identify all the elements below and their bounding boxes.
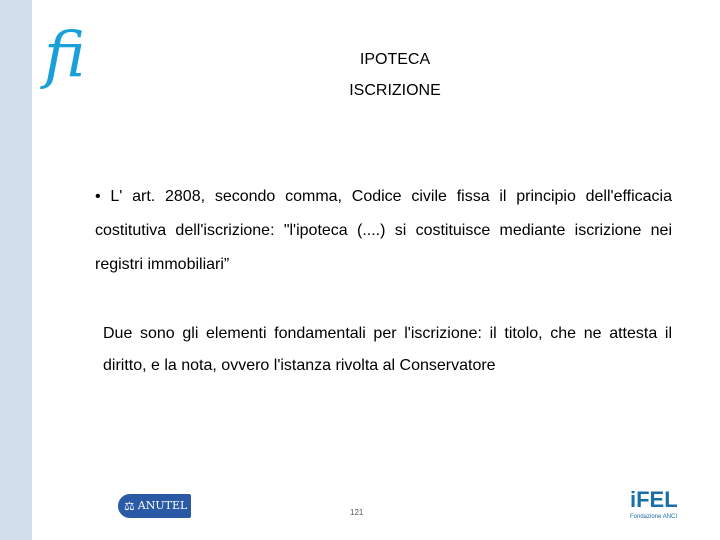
slide-subtitle: ISCRIZIONE xyxy=(349,82,441,99)
ifel-logo xyxy=(630,487,678,521)
side-bar xyxy=(0,0,32,540)
anutel-logo-text: ANUTEL xyxy=(137,499,188,512)
slide-title: IPOTECA xyxy=(359,51,431,68)
ifel-logo-sub: Fondazione ANCI xyxy=(630,514,678,520)
fi-logo: fi xyxy=(44,18,86,91)
anutel-logo xyxy=(118,494,191,518)
paragraph-article: • L' art. 2808, secondo comma, Codice civile fissa il principio dell'efficacia costitutiva dell'iscrizione: "l'ipoteca (....) si costituisce mediante iscrizione nei registri immobiliari” xyxy=(95,188,672,273)
page-number: 121 xyxy=(350,508,364,517)
ifel-logo-text: iFEL xyxy=(630,487,678,512)
scales-icon: ⚖ xyxy=(124,499,135,513)
paragraph-elements: Due sono gli elementi fondamentali per l'iscrizione: il titolo, che ne attesta il diritto, e la nota, ovvero l'istanza rivolta al Conservatore xyxy=(103,325,672,374)
